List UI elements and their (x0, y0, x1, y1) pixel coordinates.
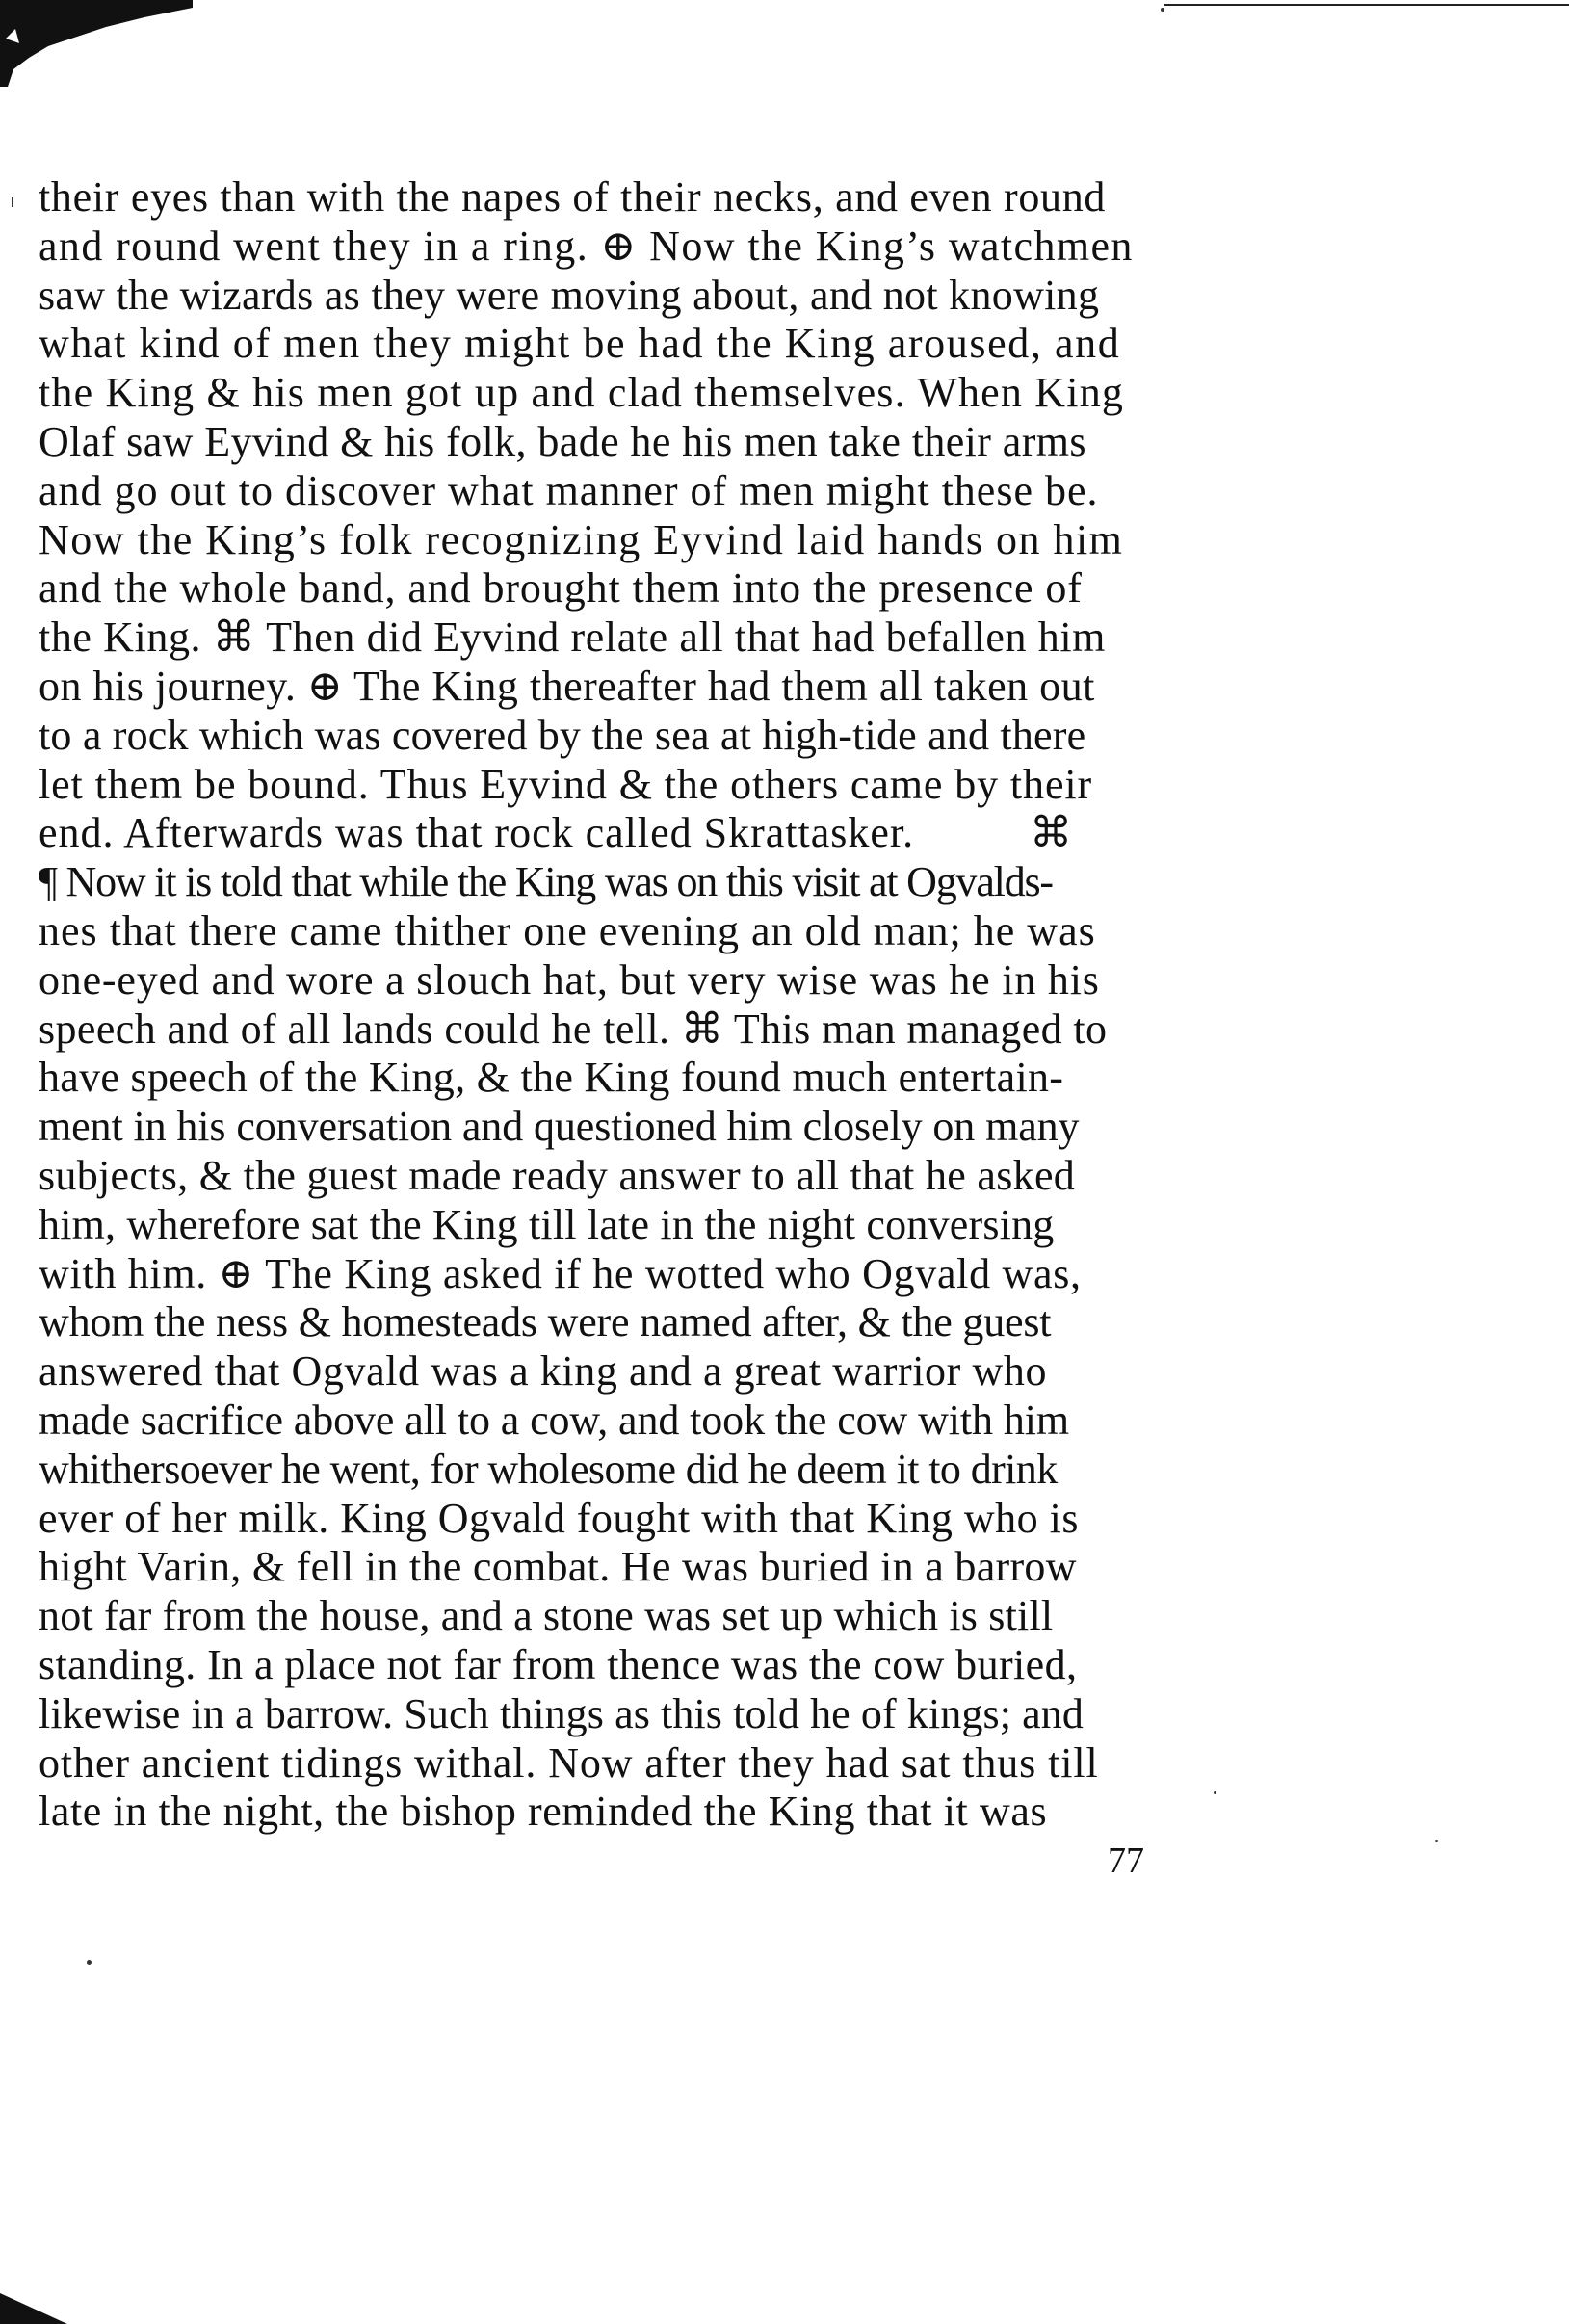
line-text: ment in his conversation and questioned him closely on many (39, 1103, 1080, 1151)
line-text: on his journey. ⊕ The King thereafter had them all taken out (39, 662, 1095, 710)
text-line (39, 1495, 1252, 1544)
text-line (39, 564, 1252, 614)
text-line (39, 1103, 1252, 1152)
scan-speck (12, 197, 13, 207)
line-text: hight Varin, & fell in the combat. He was buried in a barrow (39, 1543, 1077, 1591)
text-line (39, 418, 1252, 467)
text-line (39, 907, 1252, 956)
line-text: him, wherefore sat the King till late in the night conversing (39, 1200, 1055, 1248)
line-text: whom the ness & homesteads were named after, & the guest (39, 1298, 1052, 1346)
line-text: let them be bound. Thus Eyvind & the others came by their (39, 760, 1093, 808)
line-text: and round went they in a ring. ⊕ Now the King’s watchmen (39, 222, 1134, 270)
line-text: to a rock which was covered by the sea at high-tide and there (39, 711, 1086, 759)
line-text: standing. In a place not far from thence was the cow buried, (39, 1640, 1078, 1688)
line-text: speech and of all lands could he tell. ⌘ This man managed to (39, 1005, 1108, 1053)
line-text: Olaf saw Eyvind & his folk, bade he his men take their arms (39, 417, 1086, 465)
line-text: one-eyed and wore a slouch hat, but very wise was he in his (39, 955, 1100, 1004)
line-text: Now the King’s folk recognizing Eyvind laid hands on him (39, 515, 1124, 563)
body-text (39, 173, 1252, 1837)
text-line (39, 369, 1252, 418)
text-line (39, 1054, 1252, 1103)
text-line (39, 1788, 1252, 1837)
text-line (39, 467, 1252, 516)
line-text: and go out to discover what manner of men might these be. (39, 466, 1099, 514)
page-number: 77 (1108, 1841, 1144, 1881)
text-line (39, 1152, 1252, 1201)
line-text: answered that Ogvald was a king and a great warrior who (39, 1347, 1048, 1396)
scan-corner-mark-icon (0, 0, 193, 87)
text-line (39, 761, 1252, 810)
text-line (39, 1347, 1252, 1397)
line-text: their eyes than with the napes of their necks, and even round (39, 173, 1107, 221)
scan-speck (1435, 1840, 1438, 1842)
text-line (39, 1298, 1252, 1347)
text-line (39, 516, 1252, 565)
text-line (39, 1005, 1252, 1055)
text-line (39, 809, 1252, 858)
line-text: the King & his men got up and clad themselves. When King (39, 369, 1125, 417)
line-text: nes that there came thither one evening an old man; he was (39, 906, 1096, 954)
text-line (39, 663, 1252, 712)
scan-speck (1161, 8, 1164, 12)
text-line (39, 858, 1252, 907)
text-line (39, 712, 1252, 761)
line-text: other ancient tidings withal. Now after they had sat thus till (39, 1738, 1099, 1787)
text-line (39, 173, 1252, 222)
text-line (39, 222, 1252, 272)
line-text: and the whole band, and brought them into the presence of (39, 564, 1083, 613)
scan-corner-mark-icon (0, 2276, 77, 2324)
text-line (39, 1641, 1252, 1690)
text-line (39, 1201, 1252, 1250)
line-text: late in the night, the bishop reminded the King that it was (39, 1788, 1048, 1836)
text-line (39, 1397, 1252, 1446)
line-text: have speech of the King, & the King found much entertain- (39, 1054, 1064, 1102)
line-text: not far from the house, and a stone was set up which is still (39, 1592, 1054, 1640)
line-text: subjects, & the guest made ready answer to all that he asked (39, 1151, 1076, 1199)
text-line (39, 320, 1252, 369)
line-text: likewise in a barrow. Such things as this told he of kings; and (39, 1689, 1084, 1737)
text-line (39, 1739, 1252, 1789)
text-line (39, 1592, 1252, 1641)
scan-top-rule (1164, 4, 1569, 6)
line-text: end. Afterwards was that rock called Skrattasker. ⌘ (39, 809, 1074, 857)
text-line (39, 614, 1252, 663)
line-text: saw the wizards as they were moving about, and not knowing (39, 271, 1100, 319)
scan-speck (87, 1960, 92, 1965)
line-text: ¶ Now it is told that while the King was on this visit at Ogvalds- (39, 858, 1053, 906)
text-line (39, 272, 1252, 321)
text-line (39, 1690, 1252, 1739)
line-text: what kind of men they might be had the King aroused, and (39, 320, 1121, 368)
line-text: made sacrifice above all to a cow, and took the cow with him (39, 1396, 1070, 1444)
text-line (39, 1543, 1252, 1592)
line-text: the King. ⌘ Then did Eyvind relate all that had befallen him (39, 614, 1107, 662)
line-text: with him. ⊕ The King asked if he wotted who Ogvald was, (39, 1249, 1082, 1297)
line-text: whithersoever he went, for wholesome did he deem it to drink (39, 1445, 1058, 1493)
text-line (39, 956, 1252, 1005)
text-line (39, 1250, 1252, 1299)
text-line (39, 1446, 1252, 1495)
line-text: ever of her milk. King Ogvald fought with that King who is (39, 1494, 1079, 1542)
